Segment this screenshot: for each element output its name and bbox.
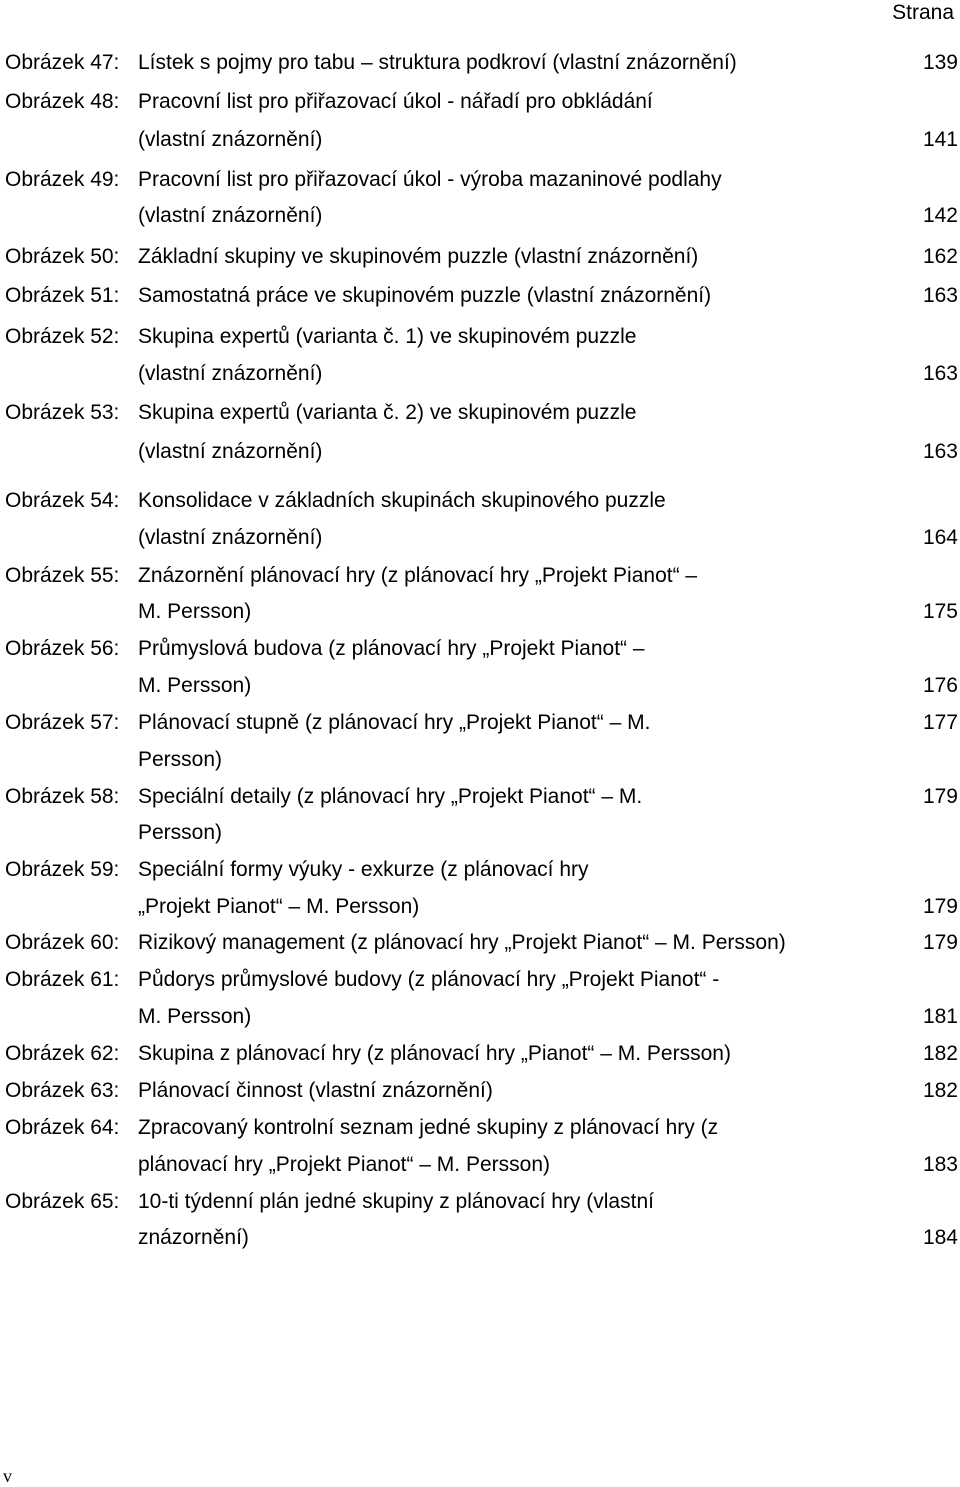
figure-title: Lístek s pojmy pro tabu – struktura podkroví (vlastní znázornění) (138, 51, 737, 74)
toc-entry-line (0, 852, 960, 888)
toc-entry-line (0, 45, 960, 81)
toc-entry-line (0, 742, 960, 778)
page-number-ref: 163 (922, 362, 958, 385)
figure-title: Speciální formy výuky - exkurze (z plánovací hry (138, 858, 589, 881)
figure-title: Rizikový management (z plánovací hry „Projekt Pianot“ – M. Persson) (138, 931, 786, 954)
figure-title: Znázornění plánovací hry (z plánovací hry „Projekt Pianot“ – (138, 564, 698, 587)
toc-entry-line (0, 319, 960, 355)
figure-label: Obrázek 60: (5, 931, 120, 954)
figure-title: Skupina expertů (varianta č. 1) ve skupinovém puzzle (138, 325, 637, 348)
figure-label: Obrázek 65: (5, 1190, 120, 1213)
page-number-ref: 141 (922, 128, 958, 151)
figure-title: Průmyslová budova (z plánovací hry „Projekt Pianot“ – (138, 637, 645, 660)
figure-label: Obrázek 50: (5, 245, 120, 268)
figure-title: Plánovací činnost (vlastní znázornění) (138, 1079, 493, 1102)
figure-title: Základní skupiny ve skupinovém puzzle (vlastní znázornění) (138, 245, 699, 268)
toc-entry-line (0, 239, 960, 275)
page-number-ref: 183 (922, 1153, 958, 1176)
figure-title: Půdorys průmyslové budovy (z plánovací hry „Projekt Pianot“ - (138, 968, 720, 991)
toc-entry-line (0, 815, 960, 851)
figure-title: Pracovní list pro přiřazovací úkol - výroba mazaninové podlahy (138, 168, 722, 191)
toc-entry-line (0, 1073, 960, 1109)
toc-entry-line (0, 889, 960, 925)
figure-title: Persson) (138, 821, 223, 844)
toc-entry-line (0, 84, 960, 120)
page-number-ref: 179 (922, 785, 958, 808)
figure-label: Obrázek 51: (5, 284, 120, 307)
page-number-ref: 176 (922, 674, 958, 697)
page-column-header: Strana (892, 1, 954, 24)
toc-entry-line (0, 1036, 960, 1072)
page-number-ref: 139 (922, 51, 958, 74)
toc-entry-line (0, 198, 960, 234)
page-number-ref: 164 (922, 526, 958, 549)
toc-entry-line (0, 520, 960, 556)
figure-title: znázornění) (138, 1226, 249, 1249)
toc-entry-line (0, 594, 960, 630)
toc-entry-line (0, 1110, 960, 1146)
toc-entry-line (0, 925, 960, 961)
page-number-ref: 177 (922, 711, 958, 734)
page-number-ref: 179 (922, 895, 958, 918)
figure-label: Obrázek 53: (5, 401, 120, 424)
figure-label: Obrázek 55: (5, 564, 120, 587)
figure-title: (vlastní znázornění) (138, 362, 323, 385)
figure-title: 10-ti týdenní plán jedné skupiny z plánovací hry (vlastní (138, 1190, 654, 1213)
figure-title: Persson) (138, 748, 223, 771)
figure-title: Pracovní list pro přiřazovací úkol - nářadí pro obkládání (138, 90, 653, 113)
toc-entry-line (0, 999, 960, 1035)
figure-label: Obrázek 49: (5, 168, 120, 191)
figure-title: Skupina expertů (varianta č. 2) ve skupinovém puzzle (138, 401, 637, 424)
figure-label: Obrázek 47: (5, 51, 120, 74)
figure-label: Obrázek 61: (5, 968, 120, 991)
page-number-ref: 175 (922, 600, 958, 623)
toc-entry-line (0, 779, 960, 815)
figure-title: plánovací hry „Projekt Pianot“ – M. Persson) (138, 1153, 551, 1176)
figure-label: Obrázek 52: (5, 325, 120, 348)
toc-entry-line (0, 558, 960, 594)
figure-label: Obrázek 62: (5, 1042, 120, 1065)
page-number-ref: 184 (922, 1226, 958, 1249)
page-number-ref: 179 (922, 931, 958, 954)
toc-entry-line (0, 395, 960, 431)
figure-title: Speciální detaily (z plánovací hry „Projekt Pianot“ – M. (138, 785, 643, 808)
figure-title: (vlastní znázornění) (138, 204, 323, 227)
toc-entry-line (0, 1184, 960, 1220)
page-number-ref: 142 (922, 204, 958, 227)
toc-entry-line (0, 483, 960, 519)
page-number-ref: 182 (922, 1079, 958, 1102)
figure-label: Obrázek 54: (5, 489, 120, 512)
figure-label: Obrázek 56: (5, 637, 120, 660)
toc-entry-line (0, 631, 960, 667)
toc-entry-line (0, 356, 960, 392)
toc-entry-line (0, 962, 960, 998)
figure-title: Konsolidace v základních skupinách skupinového puzzle (138, 489, 666, 512)
figure-title: (vlastní znázornění) (138, 526, 323, 549)
page-number-ref: 182 (922, 1042, 958, 1065)
figure-title: (vlastní znázornění) (138, 128, 323, 151)
figure-label: Obrázek 64: (5, 1116, 120, 1139)
figure-title: Plánovací stupně (z plánovací hry „Projekt Pianot“ – M. (138, 711, 651, 734)
figure-title: M. Persson) (138, 674, 252, 697)
toc-entry-line (0, 434, 960, 470)
toc-entry-line (0, 705, 960, 741)
figure-title: M. Persson) (138, 600, 252, 623)
figure-title: Samostatná práce ve skupinovém puzzle (vlastní znázornění) (138, 284, 712, 307)
figure-label: Obrázek 48: (5, 90, 120, 113)
page-number: v (3, 1466, 12, 1486)
figure-title: M. Persson) (138, 1005, 252, 1028)
toc-entry-line (0, 1220, 960, 1256)
figure-title: „Projekt Pianot“ – M. Persson) (138, 895, 420, 918)
toc-entry-line (0, 122, 960, 158)
page-number-ref: 163 (922, 284, 958, 307)
toc-entry-line (0, 668, 960, 704)
toc-entry-line (0, 1147, 960, 1183)
page-number-ref: 163 (922, 440, 958, 463)
figure-label: Obrázek 63: (5, 1079, 120, 1102)
figure-title: Skupina z plánovací hry (z plánovací hry „Pianot“ – M. Persson) (138, 1042, 731, 1065)
figure-label: Obrázek 57: (5, 711, 120, 734)
toc-entry-line (0, 278, 960, 314)
figure-title: (vlastní znázornění) (138, 440, 323, 463)
figure-label: Obrázek 58: (5, 785, 120, 808)
figure-label: Obrázek 59: (5, 858, 120, 881)
page-number-ref: 181 (922, 1005, 958, 1028)
figure-title: Zpracovaný kontrolní seznam jedné skupiny z plánovací hry (z (138, 1116, 719, 1139)
page-number-ref: 162 (922, 245, 958, 268)
toc-entry-line (0, 162, 960, 198)
